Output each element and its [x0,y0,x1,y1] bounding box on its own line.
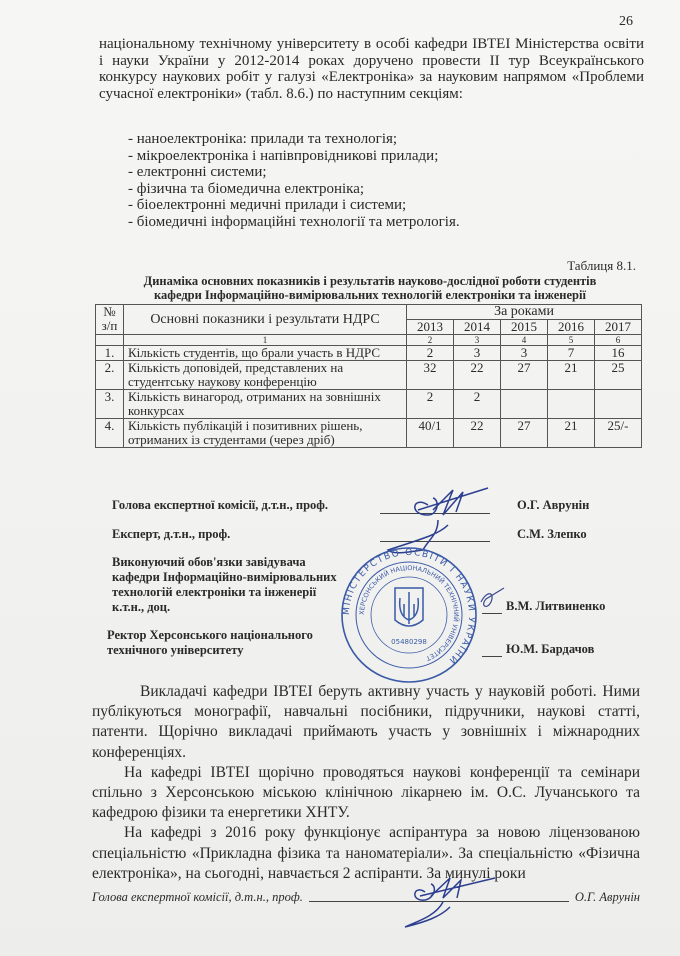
signature-role-multiline [107,628,313,658]
row-indicator: Кількість винагород, отриманих на зовнішніх конкурсах [124,390,407,419]
row-indicator: Кількість доповідей, представлених на студентську наукову конференцію [124,361,407,390]
signature-role: Голова експертної комісії, д.т.н., проф. [112,498,329,512]
list-item: - наноелектроніка: прилади та технологія; [128,131,398,147]
row-value: 3 [454,346,501,361]
table-label: Таблиця 8.1. [567,258,636,273]
list-item: - електронні системи; [128,164,267,180]
header-year: 2016 [548,320,595,335]
row-value: 25 [595,361,642,390]
row-value: 21 [548,419,595,448]
row-value: 2 [454,390,501,419]
page-footer [92,890,640,905]
footer-role: Голова експертної комісії, д.т.н., проф. [92,890,303,904]
signature-role-line: технологій електроніки та інженерії [112,585,317,599]
header-indicator: Основні показники і результати НДРС [124,305,407,335]
row-value: 40/1 [407,419,454,448]
signature-role-line: кафедри Інформаційно-вимірювальних [112,570,337,584]
signature-role-line: Виконуючий обов'язки завідувача [112,555,306,569]
row-value [501,390,548,419]
intro-text: національному технічному університету в особі кафедри ІВТЕІ Міністерства освіти і науки України у 2012-2014 роках доручено провести ІІ тур Всеукраїнського конкурсу наукових робіт у галузі «Електроніка» за науковим напрямом «Проблеми сучасної електроніки» (табл. 8.6.) по наступним секціям: [99,36,644,102]
table-title [90,274,650,302]
body-paragraph: Викладачі кафедри ІВТЕІ беруть активну участь у науковій роботі. Ними публікуються монографії, навчальні посібники, підручники, наукові статті, патенти. Щорічно викладачі приймають участь у зовнішніх і міжнародних конференціях. [92,683,640,761]
sections-list [128,131,460,230]
stamp-outer-text: МІНІСТЕРСТВО ОСВІТИ І НАУКИ УКРАЇНИ [341,547,477,666]
metrics-table [95,304,642,448]
row-value: 2 [407,346,454,361]
stamp-code: 05480298 [391,638,427,646]
list-item: - фізична та біомедична електроніка; [128,180,365,197]
row-value: 21 [548,361,595,390]
column-number: 2 [407,335,454,346]
row-value: 27 [501,419,548,448]
row-value: 3 [501,346,548,361]
column-number: 1 [124,335,407,346]
header-year: 2015 [501,320,548,335]
stamp-inner-text: ХЕРСОНСЬКИЙ НАЦІОНАЛЬНИЙ ТЕХНІЧНИЙ УНІВЕРСИТЕТ [357,563,461,663]
intro-paragraph [99,36,644,102]
row-value [548,390,595,419]
list-item: - біоелектронні медичні прилади і системи; [128,197,407,213]
row-num: 4. [96,419,124,448]
column-number-empty [96,335,124,346]
list-item: - біомедичні інформаційні технології та метрологія. [128,213,460,230]
table-row [96,346,642,361]
signature-role-line: Ректор Херсонського національного [107,628,313,642]
row-value: 2 [407,390,454,419]
row-value: 32 [407,361,454,390]
row-value: 22 [454,419,501,448]
header-year: 2014 [454,320,501,335]
signature-line [482,656,502,657]
list-item: - мікроелектроніка і напівпровідникові прилади; [128,147,439,164]
header-years-group: За роками [407,305,642,320]
header-num: № з/п [96,305,124,335]
official-stamp-icon [340,546,478,684]
body-paragraph: На кафедрі ІВТЕІ щорічно проводяться наукові конференції та семінари спільно з Херсонською міською клінічною лікарнею ім. О.С. Лучанського та кафедрою фізики та енергетики ХНТУ. [92,763,640,822]
row-value: 27 [501,361,548,390]
row-value: 25/- [595,419,642,448]
column-number: 4 [501,335,548,346]
column-number: 3 [454,335,501,346]
footer-name: О.Г. Аврунін [574,890,640,904]
table-row [96,390,642,419]
body-paragraph: На кафедрі з 2016 року функціонує аспірантура за новою ліцензованою спеціальністю «Прикладна фізика та наноматеріали». За спеціальністю «Фізична електроніка», на сьогодні, навчається 2 аспіранти. За минулі роки [92,824,640,882]
row-value: 7 [548,346,595,361]
signature-name: В.М. Литвиненко [506,599,606,613]
signature-role: Експерт, д.т.н., проф. [112,527,231,541]
table-title-line: кафедри Інформаційно-вимірювальних технологій електроніки та інженерії [154,288,586,302]
table-title-line: Динаміка основних показників і результатів науково-дослідної роботи студентів [143,274,597,288]
body-text [92,682,640,884]
table-row [96,361,642,390]
column-number: 5 [548,335,595,346]
signature-role-line: к.т.н., доц. [112,600,171,614]
header-year: 2017 [595,320,642,335]
handwritten-signature-icon [395,872,505,932]
handwritten-signature-icon [478,584,508,614]
row-indicator: Кількість студентів, що брали участь в НДРС [124,346,407,361]
row-value: 16 [595,346,642,361]
column-number-row [96,335,642,346]
signature-name: С.М. Злепко [517,527,587,541]
row-num: 3. [96,390,124,419]
signature-role-line: технічного університету [107,643,244,657]
column-number: 6 [595,335,642,346]
row-num: 2. [96,361,124,390]
page-number: 26 [619,14,633,29]
header-year: 2013 [407,320,454,335]
signature-role-multiline [112,555,337,615]
row-value: 22 [454,361,501,390]
row-indicator: Кількість публікацій і позитивних рішень, отриманих із студентами (через дріб) [124,419,407,448]
table-row [96,419,642,448]
row-value [595,390,642,419]
signature-name: Ю.М. Бардачов [506,642,595,656]
row-num: 1. [96,346,124,361]
table-header-row [96,305,642,320]
signature-name: О.Г. Аврунін [517,498,590,512]
